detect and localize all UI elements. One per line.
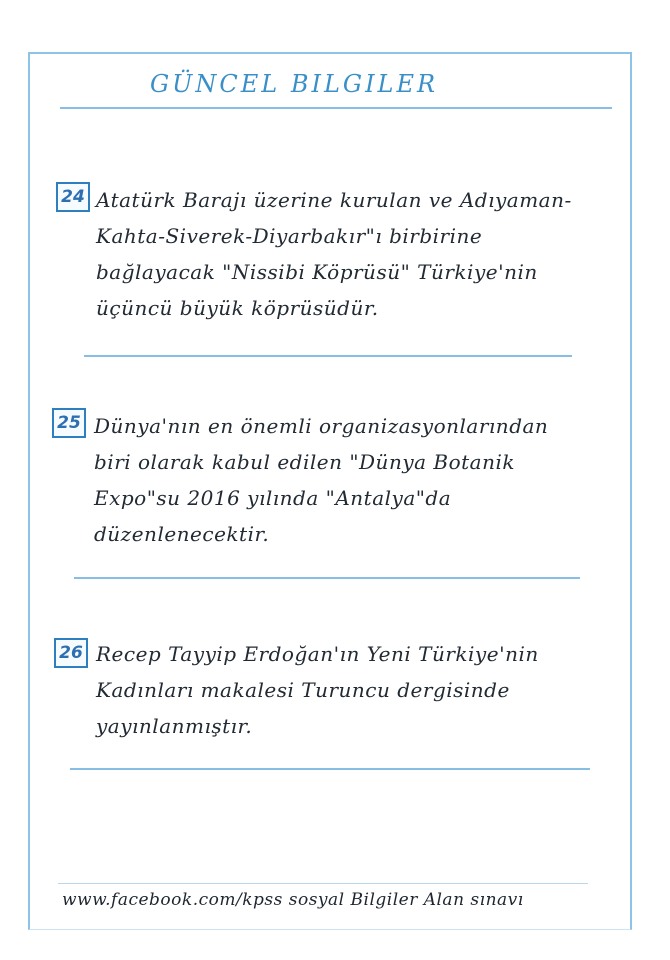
footer-url: www.facebook.com/kpss sosyal Bilgiler Alan sınavı (62, 890, 524, 910)
entry-divider (70, 768, 590, 770)
footer-divider (58, 883, 588, 884)
title-underline (60, 107, 612, 109)
entry-divider (74, 577, 580, 579)
entry-text-25: Dünya'nın en önemli organizasyonlarından biri olarak kabul edilen "Dünya Botanik Expo"su 2016 yılında "Antalya"da düzenlenecektir. (94, 414, 549, 546)
page-title: GÜNCEL BILGILER (150, 70, 439, 98)
entry-number-26: 26 (54, 638, 88, 668)
entry-text-24: Atatürk Barajı üzerine kurulan ve Adıyaman-Kahta-Siverek-Diyarbakır"ı birbirine bağlayacak "Nissibi Köprüsü" Türkiye'nin üçüncü büyük köprüsüdür. (96, 188, 572, 320)
entry-number-25: 25 (52, 408, 86, 438)
entry-text-26: Recep Tayyip Erdoğan'ın Yeni Türkiye'nin Kadınları makalesi Turuncu dergisinde yayınlanmıştır. (96, 642, 539, 738)
entry-number-24: 24 (56, 182, 90, 212)
entry-divider (84, 355, 572, 357)
